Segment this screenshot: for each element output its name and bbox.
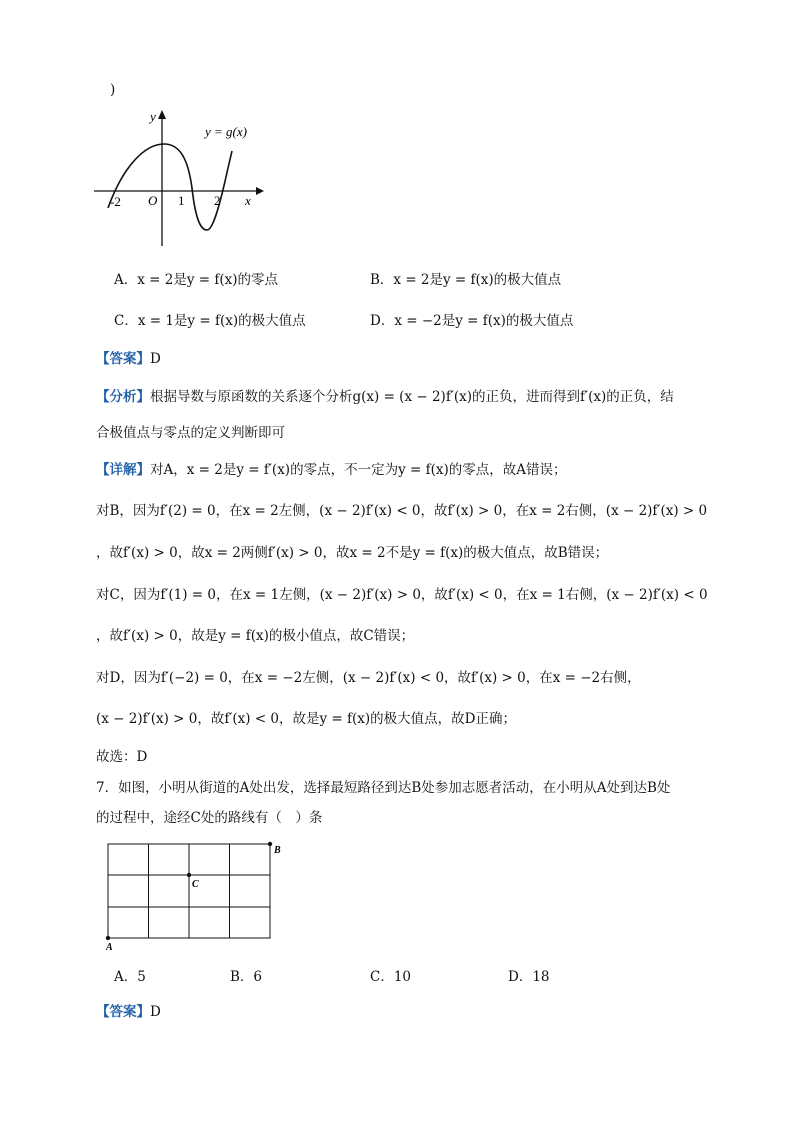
point-b — [268, 842, 272, 846]
function-graph — [88, 104, 278, 254]
analysis-label: 【分析】 — [96, 389, 150, 405]
answer-row — [96, 347, 161, 367]
analysis-line-2: 合极值点与零点的定义判断即可 — [96, 425, 285, 441]
answer-value: D — [150, 351, 161, 367]
axis-y-label: y — [150, 109, 156, 124]
analysis-line-1 — [96, 385, 674, 405]
detail-line-7: (x − 2)f′(x) > 0，故f′(x) < 0，故是y = f(x)的极大值点，故D正确； — [96, 711, 517, 727]
detail-line-3: ，故f′(x) > 0，故x = 2两侧f′(x) > 0，故x = 2不是y = f(x)的极大值点，故B错误； — [96, 545, 609, 561]
option-c: C．x = 1是y = f(x)的极大值点 — [114, 313, 306, 329]
label-b: B — [274, 845, 281, 856]
axis-x-label: x — [245, 193, 251, 208]
point-c — [187, 873, 191, 877]
q7-option-d: D．18 — [508, 969, 550, 985]
detail-line-2: 对B，因为f′(2) = 0，在x = 2左侧，(x − 2)f′(x) < 0，故f′(x) > 0，在x = 2右侧，(x − 2)f′(x) > 0 — [96, 503, 708, 519]
q7-line-2: 的过程中，途经C处的路线有（ ）条 — [96, 810, 323, 826]
detail-line-5: ，故f′(x) > 0，故是y = f(x)的极小值点，故C错误； — [96, 628, 415, 644]
answer-label-2: 【答案】 — [96, 1004, 150, 1020]
option-d: D．x = −2是y = f(x)的极大值点 — [370, 313, 574, 329]
detail-text: 对A，x = 2是y = f′(x)的零点，不一定为y = f(x)的零点，故A错误； — [150, 462, 567, 478]
tick-neg2: -2 — [110, 194, 121, 209]
answer-row-2 — [96, 1000, 161, 1020]
q7-option-b: B．6 — [230, 969, 263, 985]
q7-option-a: A．5 — [114, 969, 146, 985]
tick-2: 2 — [214, 193, 221, 208]
label-a: A — [106, 942, 113, 953]
q7-line-1: 7．如图，小明从街道的A处出发，选择最短路径到达B处参加志愿者活动，在小明从A处到达B处 — [96, 780, 671, 796]
street-grid — [100, 838, 300, 956]
answer-value-2: D — [150, 1004, 161, 1020]
curve-label: y = g(x) — [205, 124, 247, 139]
detail-label: 【详解】 — [96, 462, 150, 478]
label-c: C — [192, 879, 199, 890]
x-axis-arrow — [256, 187, 264, 195]
option-b: B．x = 2是y = f(x)的极大值点 — [370, 272, 562, 288]
answer-label: 【答案】 — [96, 351, 150, 367]
curve-g — [108, 144, 232, 230]
detail-line-8: 故选：D — [96, 749, 148, 765]
origin-label: O — [148, 193, 158, 208]
question-fragment: ) — [110, 82, 116, 98]
y-axis-arrow — [158, 110, 166, 119]
tick-1: 1 — [178, 193, 185, 208]
detail-line-6: 对D，因为f′(−2) = 0，在x = −2左侧，(x − 2)f′(x) < 0，故f′(x) > 0，在x = −2右侧， — [96, 670, 641, 686]
option-a: A．x = 2是y = f(x)的零点 — [114, 272, 279, 288]
q7-option-c: C．10 — [370, 969, 412, 985]
detail-line-4: 对C，因为f′(1) = 0，在x = 1左侧，(x − 2)f′(x) > 0，故f′(x) < 0，在x = 1右侧，(x − 2)f′(x) < 0 — [96, 587, 708, 603]
analysis-text: 根据导数与原函数的关系逐个分析g(x) = (x − 2)f′(x)的正负，进而得到f′(x)的正负，结 — [150, 389, 674, 405]
detail-line-1 — [96, 458, 567, 478]
point-a — [106, 936, 110, 940]
